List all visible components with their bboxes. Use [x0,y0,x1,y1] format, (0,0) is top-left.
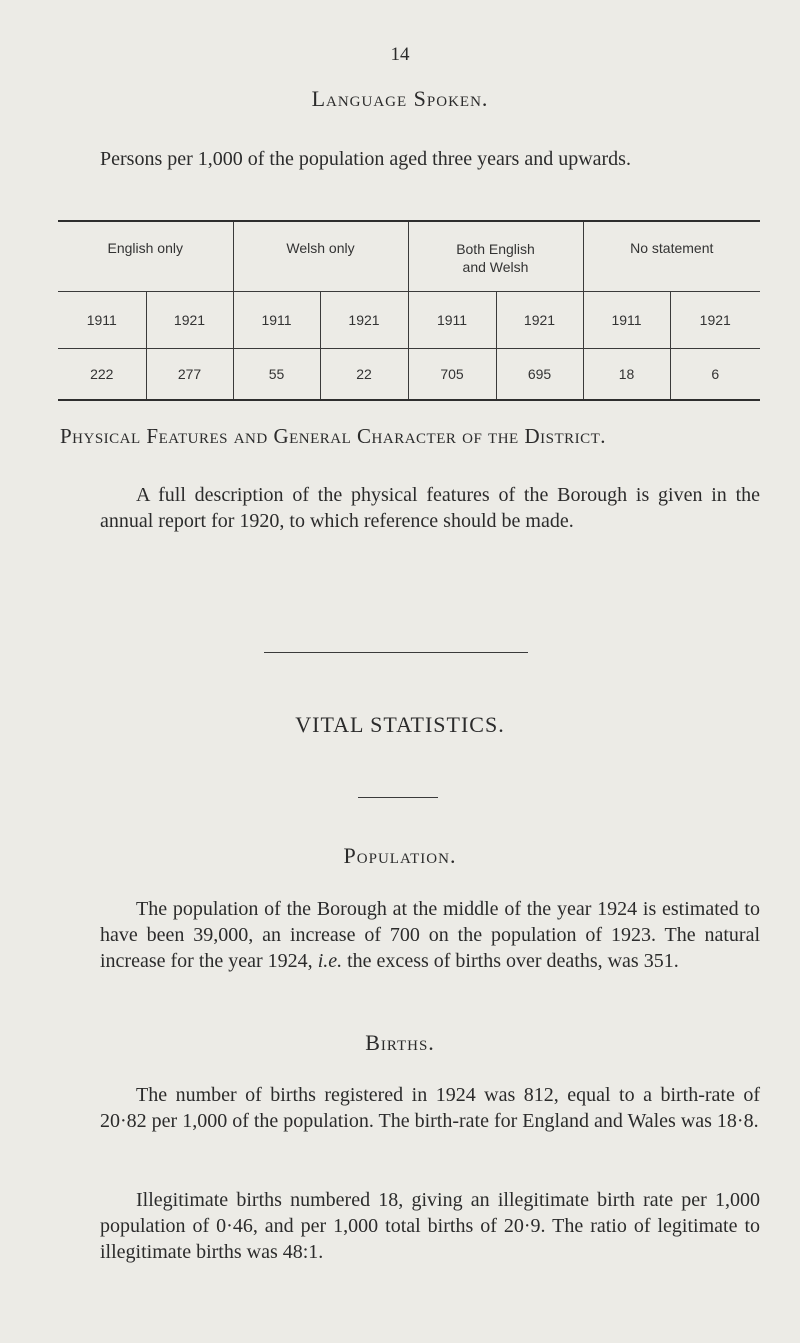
year-cell: 1911 [58,291,146,348]
value-cell: 695 [496,348,583,400]
population-heading: Population. [343,843,457,868]
language-heading: Language Spoken. [311,86,489,111]
page-number: 14 [390,44,410,65]
year-cell: 1911 [583,291,670,348]
value-cell: 55 [233,348,320,400]
value-cell: 6 [670,348,760,400]
value-cell: 222 [58,348,146,400]
population-text [100,896,760,974]
header-welsh-only: Welsh only [233,221,408,291]
year-cell: 1921 [320,291,408,348]
year-cell: 1921 [496,291,583,348]
births-heading: Births. [365,1030,435,1055]
header-english-only: English only [58,221,233,291]
ie-abbrev: i.e. [317,950,343,972]
population-text-b: the excess of births over deaths, was 351. [347,950,679,972]
value-cell: 18 [583,348,670,400]
vital-statistics-heading: VITAL STATISTICS. [295,712,505,737]
header-both: Both English and Welsh [408,221,583,291]
value-cell: 22 [320,348,408,400]
year-cell: 1921 [146,291,233,348]
physical-heading: Physical Features and General Character of the District. [60,424,607,448]
table-row [58,348,760,400]
value-cell: 277 [146,348,233,400]
language-intro: Persons per 1,000 of the population aged three years and upwards. [100,148,631,170]
language-table [58,220,760,401]
value-cell: 705 [408,348,496,400]
year-cell: 1911 [233,291,320,348]
population-text-a: The population of the Borough at the middle of the year 1924 is estimated to have been 39,000, an increase of 700 on the population of 1923. The natural increase for the year 1924, [100,898,760,972]
births-para-2: Illegitimate births numbered 18, giving an illegitimate birth rate per 1,000 population of 0·46, and per 1,000 total births of 20·9. The ratio of legitimate to illegitimate births was 48:1. [100,1189,760,1263]
header-no-statement: No statement [583,221,760,291]
physical-text: A full description of the physical features of the Borough is given in the annual report for 1920, to which reference should be made. [100,484,760,532]
divider-rule-short [358,797,438,798]
divider-rule [264,652,528,653]
births-para-1: The number of births registered in 1924 was 812, equal to a birth-rate of 20·82 per 1,000 of the population. The birth-rate for England and Wales was 18·8. [100,1084,760,1132]
year-cell: 1921 [670,291,760,348]
year-cell: 1911 [408,291,496,348]
